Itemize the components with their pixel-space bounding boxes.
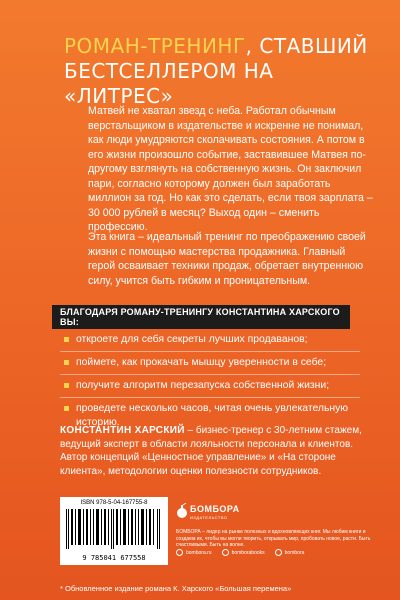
headline-rest: , СТАВШИЙ БЕСТСЕЛЛЕРОМ НА «ЛИТРЕС»	[64, 34, 368, 108]
benefit-item: получите алгоритм перезапуска собственной жизни;	[60, 375, 360, 398]
isbn-label: ISBN 978-5-04-167755-8	[80, 500, 148, 506]
description-paragraph-2: Эта книга – идеальный тренинг по преображению своей жизни с помощью мастерства продажника. Главный герой осваивает техники продаж, обретает внутреннюю силу, учится быть гибким и проницательным.	[88, 231, 366, 287]
publisher-description: БОМБОРА – лидер на рынке полезных и вдохновляющих книг. Мы любим книги и создаем их, чтобы вы могли творить, открывать мир, пробовать новое, расти. Быть счастливыми. Быть на волне.	[176, 529, 371, 548]
social-label: bombora	[284, 549, 305, 556]
bomb-icon	[176, 503, 188, 519]
headline-highlight: РОМАН-ТРЕНИНГ	[64, 34, 246, 58]
social-item	[275, 549, 305, 556]
barcode-bars-icon	[66, 509, 162, 549]
social-item	[176, 549, 212, 556]
barcode	[60, 497, 168, 565]
publisher-logo	[176, 500, 240, 524]
footnote: * Обновленное издание романа К. Харского «Большая перемена»	[60, 584, 292, 593]
headline	[64, 34, 384, 109]
barcode-number: 9 785041 677558	[82, 554, 146, 562]
benefit-item: откроете для себя секреты лучших продаванов;	[60, 329, 360, 352]
social-label: bomborabooks	[231, 549, 265, 556]
benefit-item: поймете, как прокачать мышцу уверенности в себе;	[60, 352, 360, 375]
author-bio	[60, 424, 380, 478]
author-bio-text: – бизнес-тренер с 30-летним стажем, ведущий эксперт в области лояльности персонала и клиентов. Автор концепций «Ценностное управление» и «На стороне клиента», методологии оценки полезности сотрудников.	[60, 425, 362, 477]
social-network-icon	[222, 549, 229, 556]
globe-icon	[176, 549, 183, 556]
social-links	[176, 549, 376, 556]
social-item	[222, 549, 265, 556]
logo-wordmark: БОМБОРА	[190, 504, 240, 514]
social-network-icon	[275, 549, 282, 556]
author-name: КОНСТАНТИН ХАРСКИЙ	[60, 425, 185, 436]
description-paragraph-1: Матвей не хватал звезд с неба. Работал обычным верстальщиком в издательстве и искренне не понимал, как люди умудряются сколачивать состояния. А потом в его жизни произошло событие, заставившее Матвея по-другому взглянуть на собственную жизнь. Он заключил пари, согласно которому должен был заработать миллион за год. Но как это сделать, если твоя зарплата – 30 000 рублей в месяц? Выход один – сменить профессию.	[88, 105, 373, 233]
benefits-banner: БЛАГОДАРЯ РОМАНУ-ТРЕНИНГУ КОНСТАНТИНА ХАРСКОГО ВЫ:	[52, 305, 350, 329]
benefit-item: проведете несколько часов, читая очень увлекательную историю.	[60, 398, 360, 433]
logo-subtitle: ИЗДАТЕЛЬСТВО	[190, 515, 228, 520]
benefits-list	[60, 329, 360, 433]
social-label: bombora.ru	[186, 549, 212, 556]
